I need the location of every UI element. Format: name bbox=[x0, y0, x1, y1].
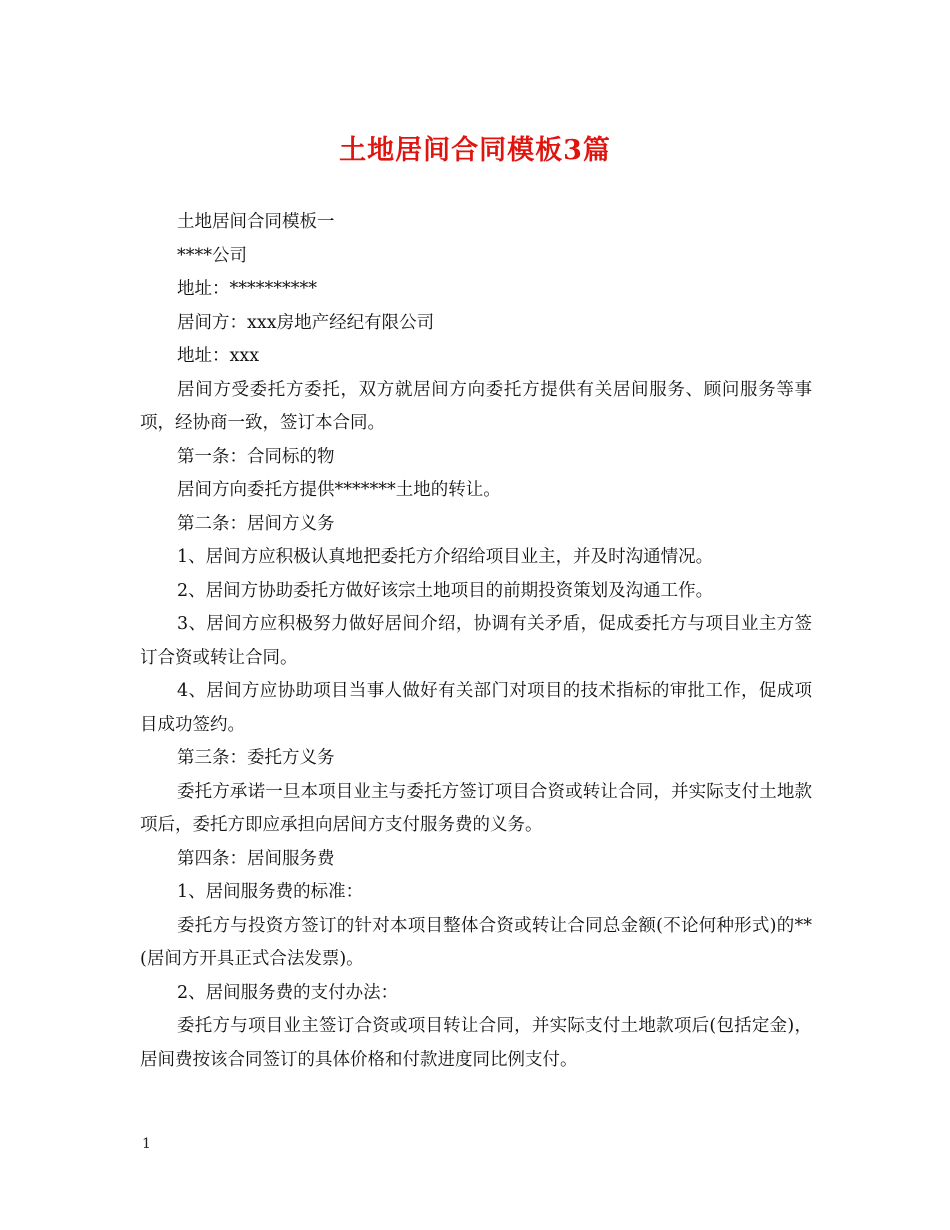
paragraph-company: ****公司 bbox=[177, 245, 247, 266]
paragraph-fee-payment-heading: 2、居间服务费的支付办法： bbox=[177, 982, 399, 1003]
paragraph-article-two: 第二条：居间方义务 bbox=[177, 513, 335, 534]
paragraph-preamble: 居间方受委托方委托，双方就居间方向委托方提供有关居间服务、顾问服务等事项，经协商一致，签订本合同。 bbox=[140, 379, 812, 433]
page-number: 1 bbox=[142, 1136, 151, 1152]
paragraph-article-one-content: 居间方向委托方提供*******土地的转让。 bbox=[177, 480, 501, 500]
document-title: 土地居间合同模板3篇 bbox=[339, 135, 611, 166]
paragraph-article-four: 第四条：居间服务费 bbox=[177, 848, 335, 869]
paragraph-fee-payment-content: 委托方与项目业主签订合资或项目转让合同，并实际支付土地款项后(包括定金)，居间费按该合同签订的具体价格和付款进度同比例支付。 bbox=[140, 1016, 812, 1070]
paragraph-heading-template-one: 土地居间合同模板一 bbox=[177, 212, 335, 232]
paragraph-fee-standard-content: 委托方与投资方签订的针对本项目整体合资或转让合同总金额(不论何种形式)的**(居间方开具正式合法发票)。 bbox=[140, 915, 812, 969]
paragraph-article-three-content: 委托方承诺一旦本项目业主与委托方签订项目合资或转让合同，并实际支付土地款项后，委托方即应承担向居间方支付服务费的义务。 bbox=[140, 781, 812, 835]
document-body bbox=[140, 206, 812, 1077]
paragraph-fee-standard-heading: 1、居间服务费的标准： bbox=[177, 882, 364, 902]
paragraph-article-one: 第一条：合同标的物 bbox=[177, 446, 335, 467]
paragraph-article-two-item-4: 4、居间方应协助项目当事人做好有关部门对项目的技术指标的审批工作，促成项目成功签约。 bbox=[140, 681, 812, 735]
paragraph-article-two-item-1: 1、居间方应积极认真地把委托方介绍给项目业主，并及时沟通情况。 bbox=[177, 547, 714, 567]
paragraph-intermediary: 居间方：xxx房地产经纪有限公司 bbox=[177, 312, 435, 333]
paragraph-article-three: 第三条：委托方义务 bbox=[177, 748, 335, 768]
paragraph-address-intermediary: 地址：xxx bbox=[177, 346, 260, 366]
paragraph-article-two-item-2: 2、居间方协助委托方做好该宗土地项目的前期投资策划及沟通工作。 bbox=[177, 580, 714, 601]
paragraph-address-company: 地址：********** bbox=[177, 279, 317, 299]
paragraph-article-two-item-3: 3、居间方应积极努力做好居间介绍，协调有关矛盾，促成委托方与项目业主方签订合资或转让合同。 bbox=[140, 614, 812, 668]
